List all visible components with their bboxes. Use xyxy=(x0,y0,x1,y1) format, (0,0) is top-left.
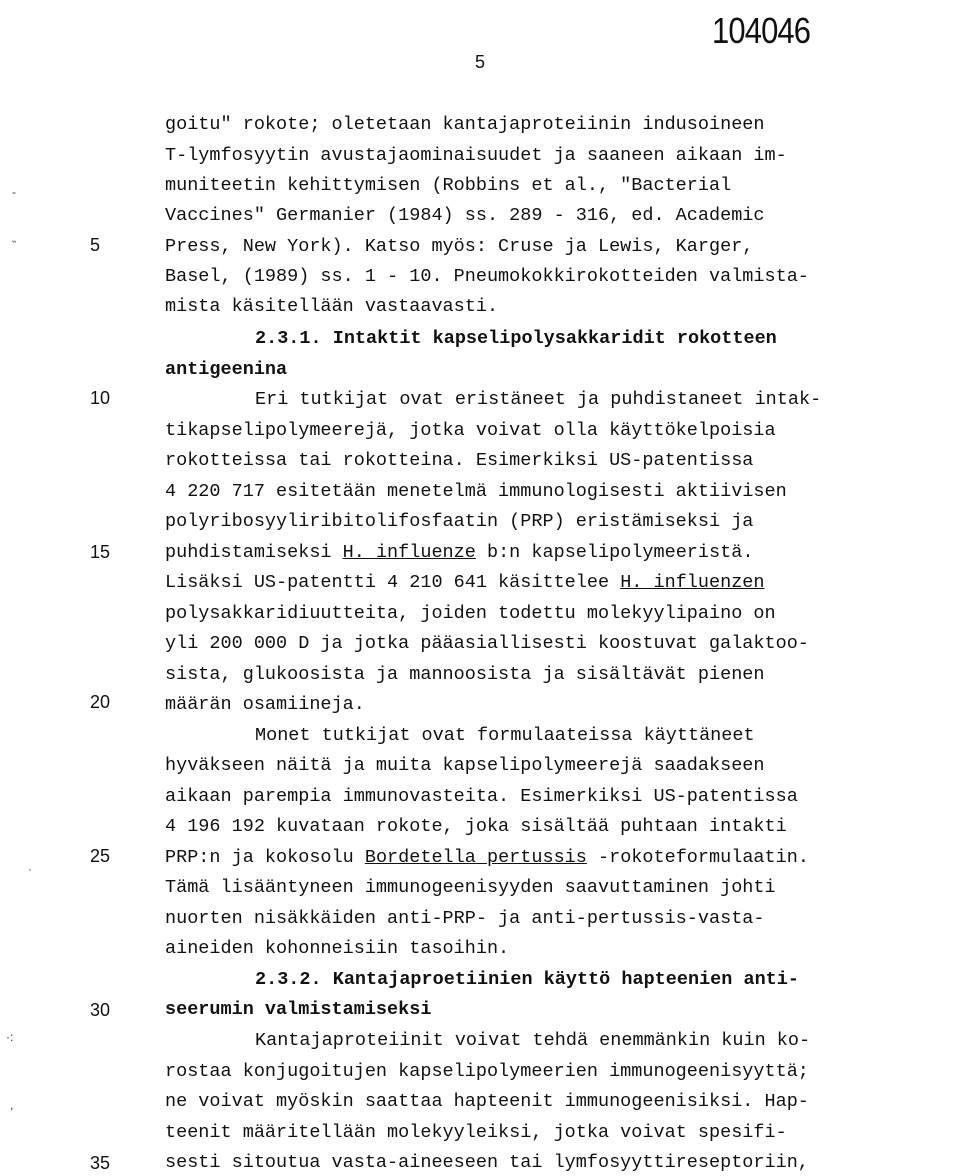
text-run: -rokoteformulaatin. xyxy=(586,847,809,868)
text-line xyxy=(165,572,875,594)
scan-mark: - xyxy=(12,185,16,199)
text-line: määrän osamiineja. xyxy=(165,694,365,715)
text-line: aikaan parempia immunovasteita. Esimerkiksi US-patentissa xyxy=(165,786,798,807)
text-line: rokotteissa tai rokotteina. Esimerkiksi US-patentissa xyxy=(165,450,754,471)
margin-line-number: 20 xyxy=(90,692,111,712)
text-line: T-lymfosyytin avustajaominaisuudet ja saaneen aikaan im- xyxy=(165,145,787,166)
text-line: yli 200 000 D ja jotka pääasiallisesti koostuvat galaktoo- xyxy=(165,633,809,654)
text-line: mista käsitellään vastaavasti. xyxy=(165,296,499,317)
margin-line-number: 10 xyxy=(90,388,111,408)
text-run: PRP:n ja kokosolu xyxy=(165,847,365,868)
text-run: Lisäksi US-patentti 4 210 641 käsittelee xyxy=(165,572,621,593)
text-line: Vaccines" Germanier (1984) ss. 289 - 316, ed. Academic xyxy=(165,205,765,226)
species-name: H. influenze xyxy=(342,542,476,563)
text-line: Monet tutkijat ovat formulaateissa käyttäneet xyxy=(255,725,755,746)
section-heading: 2.3.2. Kantajaproetiinien käyttö hapteenien anti- xyxy=(255,969,799,990)
text-line: Tämä lisääntyneen immunogeenisyyden saavuttaminen johti xyxy=(165,877,776,898)
text-line: Eri tutkijat ovat eristäneet ja puhdistaneet intak- xyxy=(255,389,822,410)
margin-line-number: 25 xyxy=(90,846,111,866)
text-line: Press, New York). Katso myös: Cruse ja Lewis, Karger, xyxy=(165,236,754,257)
text-line xyxy=(165,847,875,869)
text-run: puhdistamiseksi xyxy=(165,542,343,563)
text-line: rostaa konjugoitujen kapselipolymeerien immunogeenisyyttä; xyxy=(165,1061,809,1082)
margin-line-number: 30 xyxy=(90,1000,111,1020)
text-line: ne voivat myöskin saattaa hapteenit immunogeenisiksi. Hap- xyxy=(165,1091,809,1112)
text-line: goitu" rokote; oletetaan kantajaproteiinin indusoineen xyxy=(165,114,765,135)
text-run: b:n kapselipolymeeristä. xyxy=(475,542,754,563)
text-line: muniteetin kehittymisen (Robbins et al., "Bacterial xyxy=(165,175,732,196)
species-name: Bordetella pertussis xyxy=(364,847,587,868)
text-line: polyribosyyliribitolifosfaatin (PRP) eristämiseksi ja xyxy=(165,511,754,532)
page-number: 5 xyxy=(475,52,486,72)
section-heading: antigeenina xyxy=(165,359,288,380)
text-line: aineiden kohonneisiin tasoihin. xyxy=(165,938,510,959)
text-line: sesti sitoutua vasta-aineeseen tai lymfosyyttireseptoriin, xyxy=(165,1152,809,1173)
margin-line-number: 35 xyxy=(90,1153,111,1173)
document-number: 104046 xyxy=(712,10,811,51)
scan-mark: ˵ xyxy=(12,233,16,247)
text-line: nuorten nisäkkäiden anti-PRP- ja anti-pertussis-vasta- xyxy=(165,908,765,929)
margin-line-number: 15 xyxy=(90,542,111,562)
text-line: polysakkaridiuutteita, joiden todettu molekyylipaino on xyxy=(165,603,776,624)
text-line: tikapselipolymeerejä, jotka voivat olla käyttökelpoisia xyxy=(165,420,776,441)
text-line: Kantajaproteiinit voivat tehdä enemmänkin kuin ko- xyxy=(255,1030,811,1051)
scan-mark: , xyxy=(10,1098,14,1112)
text-line: 4 220 717 esitetään menetelmä immunologisesti aktiivisen xyxy=(165,481,787,502)
section-heading: 2.3.1. Intaktit kapselipolysakkaridit rokotteen xyxy=(255,328,777,349)
species-name: H. influenzen xyxy=(620,572,765,593)
text-line xyxy=(165,542,875,564)
section-heading: seerumin valmistamiseksi xyxy=(165,999,432,1020)
text-line: 4 196 192 kuvataan rokote, joka sisältää puhtaan intakti xyxy=(165,816,787,837)
text-line: teenit määritellään molekyyleiksi, jotka voivat spesifi- xyxy=(165,1122,787,1143)
text-line: Basel, (1989) ss. 1 - 10. Pneumokokkirokotteiden valmista- xyxy=(165,266,809,287)
margin-line-number: 5 xyxy=(90,235,101,255)
scan-mark: · xyxy=(28,862,32,876)
scan-mark: ·: xyxy=(6,1030,14,1044)
text-line: sista, glukoosista ja mannoosista ja sisältävät pienen xyxy=(165,664,765,685)
text-line: hyväkseen näitä ja muita kapselipolymeerejä saadakseen xyxy=(165,755,765,776)
